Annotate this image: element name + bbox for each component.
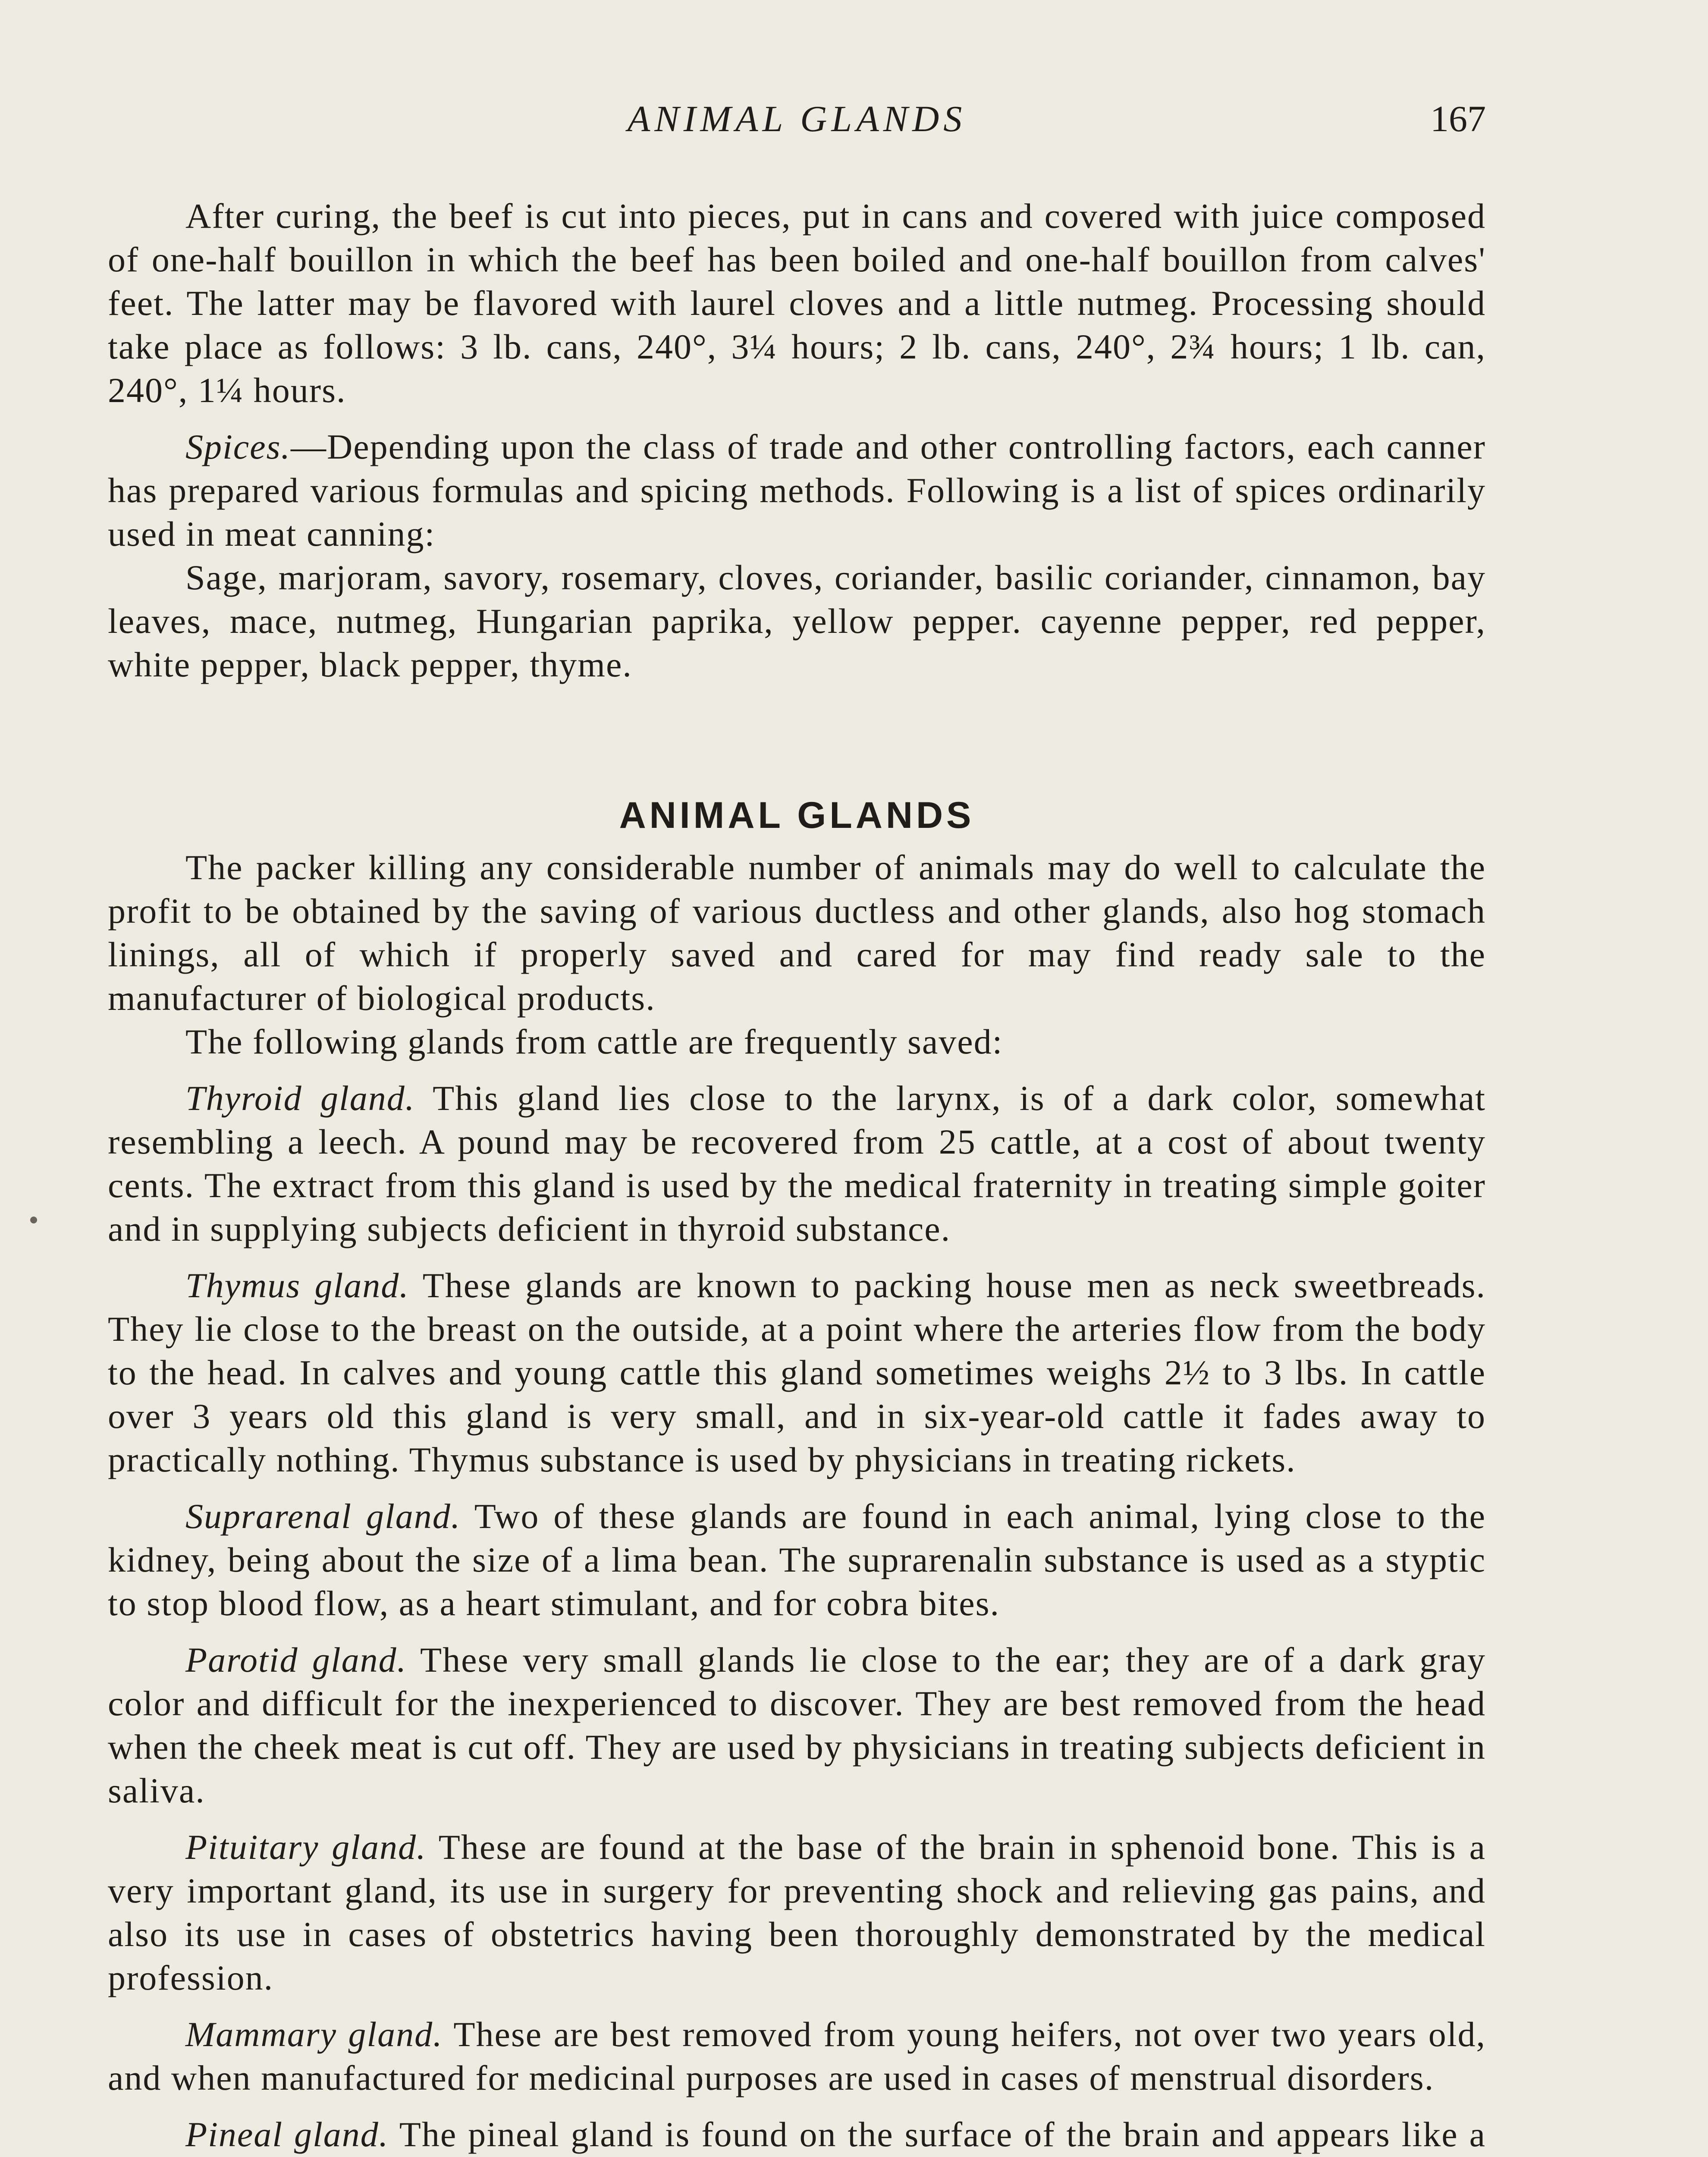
thymus-gland-term: Thymus gland.	[185, 1266, 409, 1305]
pineal-gland-term: Pineal gland.	[185, 2115, 389, 2154]
spices-body: —Depending upon the class of trade and other controlling factors, each canner has prepared various formulas and spicing methods. Following is a list of spices ordinarily used in meat canning:	[108, 427, 1486, 553]
spices-lead: Spices.	[185, 427, 291, 466]
pituitary-gland-text: These are found at the base of the brain in sphenoid bone. This is a very important gland, its use in surgery for preventing shock and relieving gas pains, and also its use in cases of obstetrics having been thoroughly demonstrated by the medical profession.	[108, 1827, 1486, 1997]
mammary-gland-term: Mammary gland.	[185, 2015, 443, 2054]
pituitary-gland-term: Pituitary gland.	[185, 1827, 427, 1867]
glands-list-intro: The following glands from cattle are frequently saved:	[185, 1022, 1003, 1061]
parotid-gland-paragraph	[108, 1638, 1486, 1812]
page-number: 167	[1430, 98, 1486, 139]
running-title: ANIMAL GLANDS	[627, 98, 967, 139]
parotid-gland-term: Parotid gland.	[185, 1640, 407, 1679]
pituitary-gland-paragraph	[108, 1825, 1486, 2000]
spices-paragraph	[108, 425, 1486, 556]
mammary-gland-paragraph	[108, 2012, 1486, 2100]
thyroid-gland-text: This gland lies close to the larynx, is of a dark color, somewhat resembling a leech. A pound may be recovered from 25 cattle, at a cost of about twenty cents. The extract from this gland is used by the medical fraternity in treating simple goiter and in supplying subjects deficient in thyroid substance.	[108, 1078, 1486, 1248]
suprarenal-gland-term: Suprarenal gland.	[185, 1497, 461, 1536]
beef-canning-section	[108, 194, 1486, 686]
mammary-gland-text: These are best removed from young heifers, not over two years old, and when manufactured for medicinal purposes are used in cases of menstrual disorders.	[108, 2015, 1486, 2097]
thymus-gland-text: These glands are known to packing house men as neck sweetbreads. They lie close to the breast on the outside, at a point where the arteries flow from the body to the head. In calves and young cattle this gland sometimes weighs 2½ to 3 lbs. In cattle over 3 years old this gland is very small, and in six-year-old cattle it fades away to practically nothing. Thymus substance is used by physicians in treating rickets.	[108, 1266, 1486, 1479]
glands-intro-paragraph: The packer killing any considerable number of animals may do well to calculate the profit to be obtained by the saving of various ductless and other glands, also hog stomach linings, all of which if properly saved and cared for may find ready sale to the manufacturer of biological products.	[108, 848, 1486, 1018]
pineal-gland-text: The pineal gland is found on the surface of the brain and appears like a	[399, 2115, 1486, 2154]
suprarenal-gland-text: Two of these glands are found in each animal, lying close to the kidney, being about the size of a lima bean. The suprarenalin substance is used as a styptic to stop blood flow, as a heart stimulant, and for cobra bites.	[108, 1497, 1486, 1623]
animal-glands-section	[108, 789, 1486, 2157]
suprarenal-gland-paragraph	[108, 1494, 1486, 1625]
running-head	[108, 93, 1486, 145]
pineal-gland-paragraph	[108, 2113, 1486, 2157]
thyroid-gland-paragraph	[108, 1076, 1486, 1251]
beef-curing-paragraph: After curing, the beef is cut into pieces, put in cans and covered with juice composed of one-half bouillon in which the beef has been boiled and one-half bouillon from calves' feet. The latter may be flavored with laurel cloves and a little nutmeg. Processing should take place as follows: 3 lb. cans, 240°, 3¼ hours; 2 lb. cans, 240°, 2¾ hours; 1 lb. can, 240°, 1¼ hours.	[108, 196, 1486, 410]
spice-list-paragraph: Sage, marjoram, savory, rosemary, cloves, coriander, basilic coriander, cinnamon, bay leaves, mace, nutmeg, Hungarian paprika, yellow pepper. cayenne pepper, red pepper, white pepper, black pepper, thyme.	[108, 558, 1486, 684]
paper-speck	[30, 1217, 37, 1223]
thymus-gland-paragraph	[108, 1264, 1486, 1481]
parotid-gland-text: These very small glands lie close to the ear; they are of a dark gray color and difficult for the inexperienced to discover. They are best removed from the head when the cheek meat is cut off. They are used by physicians in treating subjects deficient in saliva.	[108, 1640, 1486, 1810]
thyroid-gland-term: Thyroid gland.	[185, 1078, 415, 1118]
section-heading: ANIMAL GLANDS	[619, 795, 975, 836]
